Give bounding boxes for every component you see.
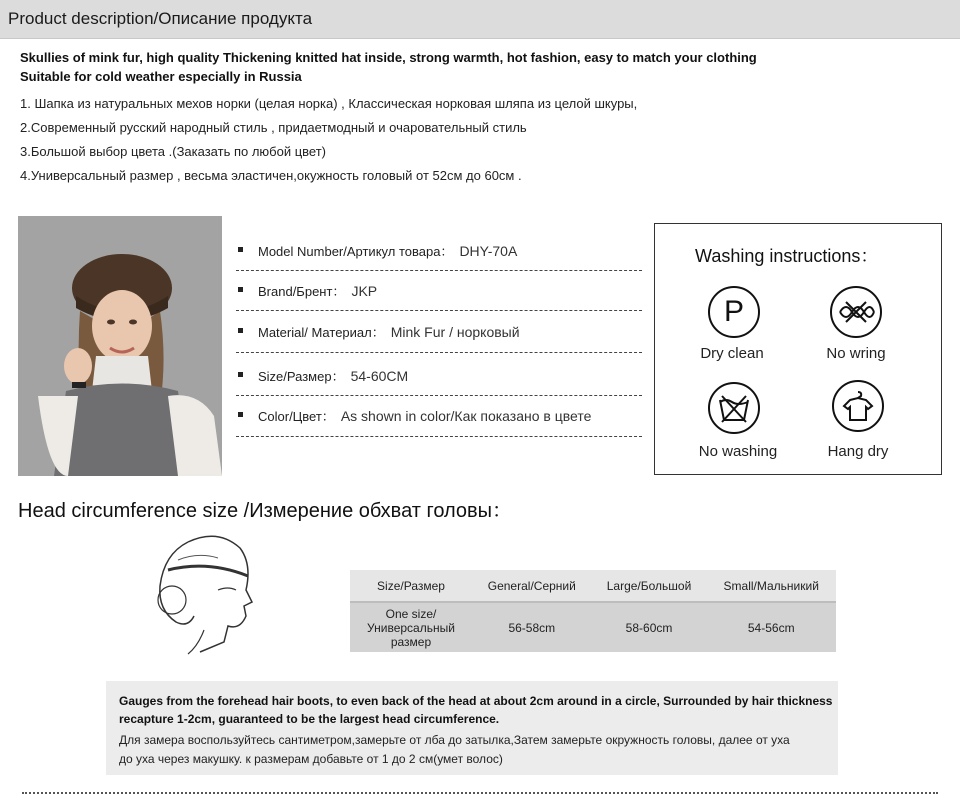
size-line: Универсальный [367,620,455,635]
note-ru-line-1: Для замера воспользуйтесь сантиметром,замерьте от лба до затылка,Затем замерьте окружность головы, далее от уха [119,733,790,747]
table-cell-small: 54-56cm [747,620,795,635]
no-washing-label: No washing [698,443,778,460]
spec-row-model [236,232,642,272]
table-header-small: Small/Мальникий [723,578,819,593]
bottom-divider [22,792,938,794]
spec-divider [236,270,642,271]
spec-value: JKP [351,283,378,299]
page-title: Product description/Описание продукта [8,9,313,28]
spec-value: As shown in color/Как показано в цвете [340,408,592,424]
note-ru-line-2: до уха через макушку. к размерам добавьте от 1 до 2 см(умет волос) [119,752,503,766]
feature-item: 4.Универсальный размер , весьма эластичен,окужность головый от 52см до 60см . [20,168,522,183]
intro-line-2: Suitable for cold weather especially in Russia [20,69,302,84]
product-photo [18,216,222,476]
hanger-shirt-symbol [838,386,878,426]
model-illustration [18,216,222,476]
bullet-icon [238,372,243,377]
spec-label: Size/Размер： [258,369,345,384]
no-wring-icon [830,286,882,338]
feature-item: 1. Шапка из натуральных мехов норки (целая норка) , Классическая норковая шляпа из целой шкуры, [20,96,638,111]
head-measure-illustration [148,530,272,660]
dry-clean-icon [708,286,760,338]
feature-item: 2.Современный русский народный стиль , придаетмодный и очаровательный стиль [20,120,527,135]
hang-dry-label: Hang dry [827,443,889,460]
spec-value: 54-60CM [350,368,409,384]
bullet-icon [238,328,243,333]
bullet-icon [238,412,243,417]
spec-row-material [236,313,642,353]
note-en-line-2: recapture 1-2cm, guaranteed to be the largest head circumference. [119,712,500,726]
spec-divider [236,352,642,353]
table-row [350,602,836,652]
table-header-general: General/Серний [487,578,576,593]
dry-clean-label: Dry clean [700,345,764,362]
hang-dry-icon [832,380,884,432]
no-wring-label: No wring [826,345,886,362]
spec-row-color [236,397,642,437]
note-en-line-1: Gauges from the forehead hair boots, to even back of the head at about 2cm around in a circle, Surrounded by hair thickness [119,694,833,708]
table-header-large: Large/Большой [606,578,692,593]
bullet-icon [238,247,243,252]
washing-title: Washing instructions： [695,246,879,266]
head-circumference-heading: Head circumference size /Измерение обхват головы： [18,500,513,522]
dry-clean-symbol: P [723,295,744,328]
spec-label: Color/Цвет： [258,409,335,424]
table-header-size: Size/Размер [377,578,445,593]
intro-line-1: Skullies of mink fur, high quality Thickening knitted hat inside, strong warmth, hot fashion, easy to match your clothing [20,50,757,65]
no-washing-icon [708,382,760,434]
spec-divider [236,310,642,311]
feature-item: 3.Большой выбор цвета .(Заказать по любой цвет) [20,144,327,159]
spec-row-brand [236,272,642,312]
spec-divider [236,436,642,437]
bullet-icon [238,287,243,292]
spec-value: DHY-70A [459,243,518,259]
spec-label: Brand/Брент： [258,284,346,299]
spec-label: Material/ Материал： [258,325,385,340]
wash-tub-symbol [714,388,754,428]
table-header-row [350,570,836,602]
table-cell-general: 56-58cm [508,620,556,635]
table-cell-size [350,602,472,652]
table-cell-large: 58-60cm [625,620,673,635]
size-line: размер [390,634,432,649]
wring-symbol [836,292,876,332]
spec-row-size [236,357,642,397]
size-table [350,570,836,652]
spec-value: Mink Fur / норковый [390,324,520,340]
spec-label: Model Number/Артикул товара： [258,244,454,259]
spec-divider [236,395,642,396]
size-line: One size/ [385,606,437,621]
